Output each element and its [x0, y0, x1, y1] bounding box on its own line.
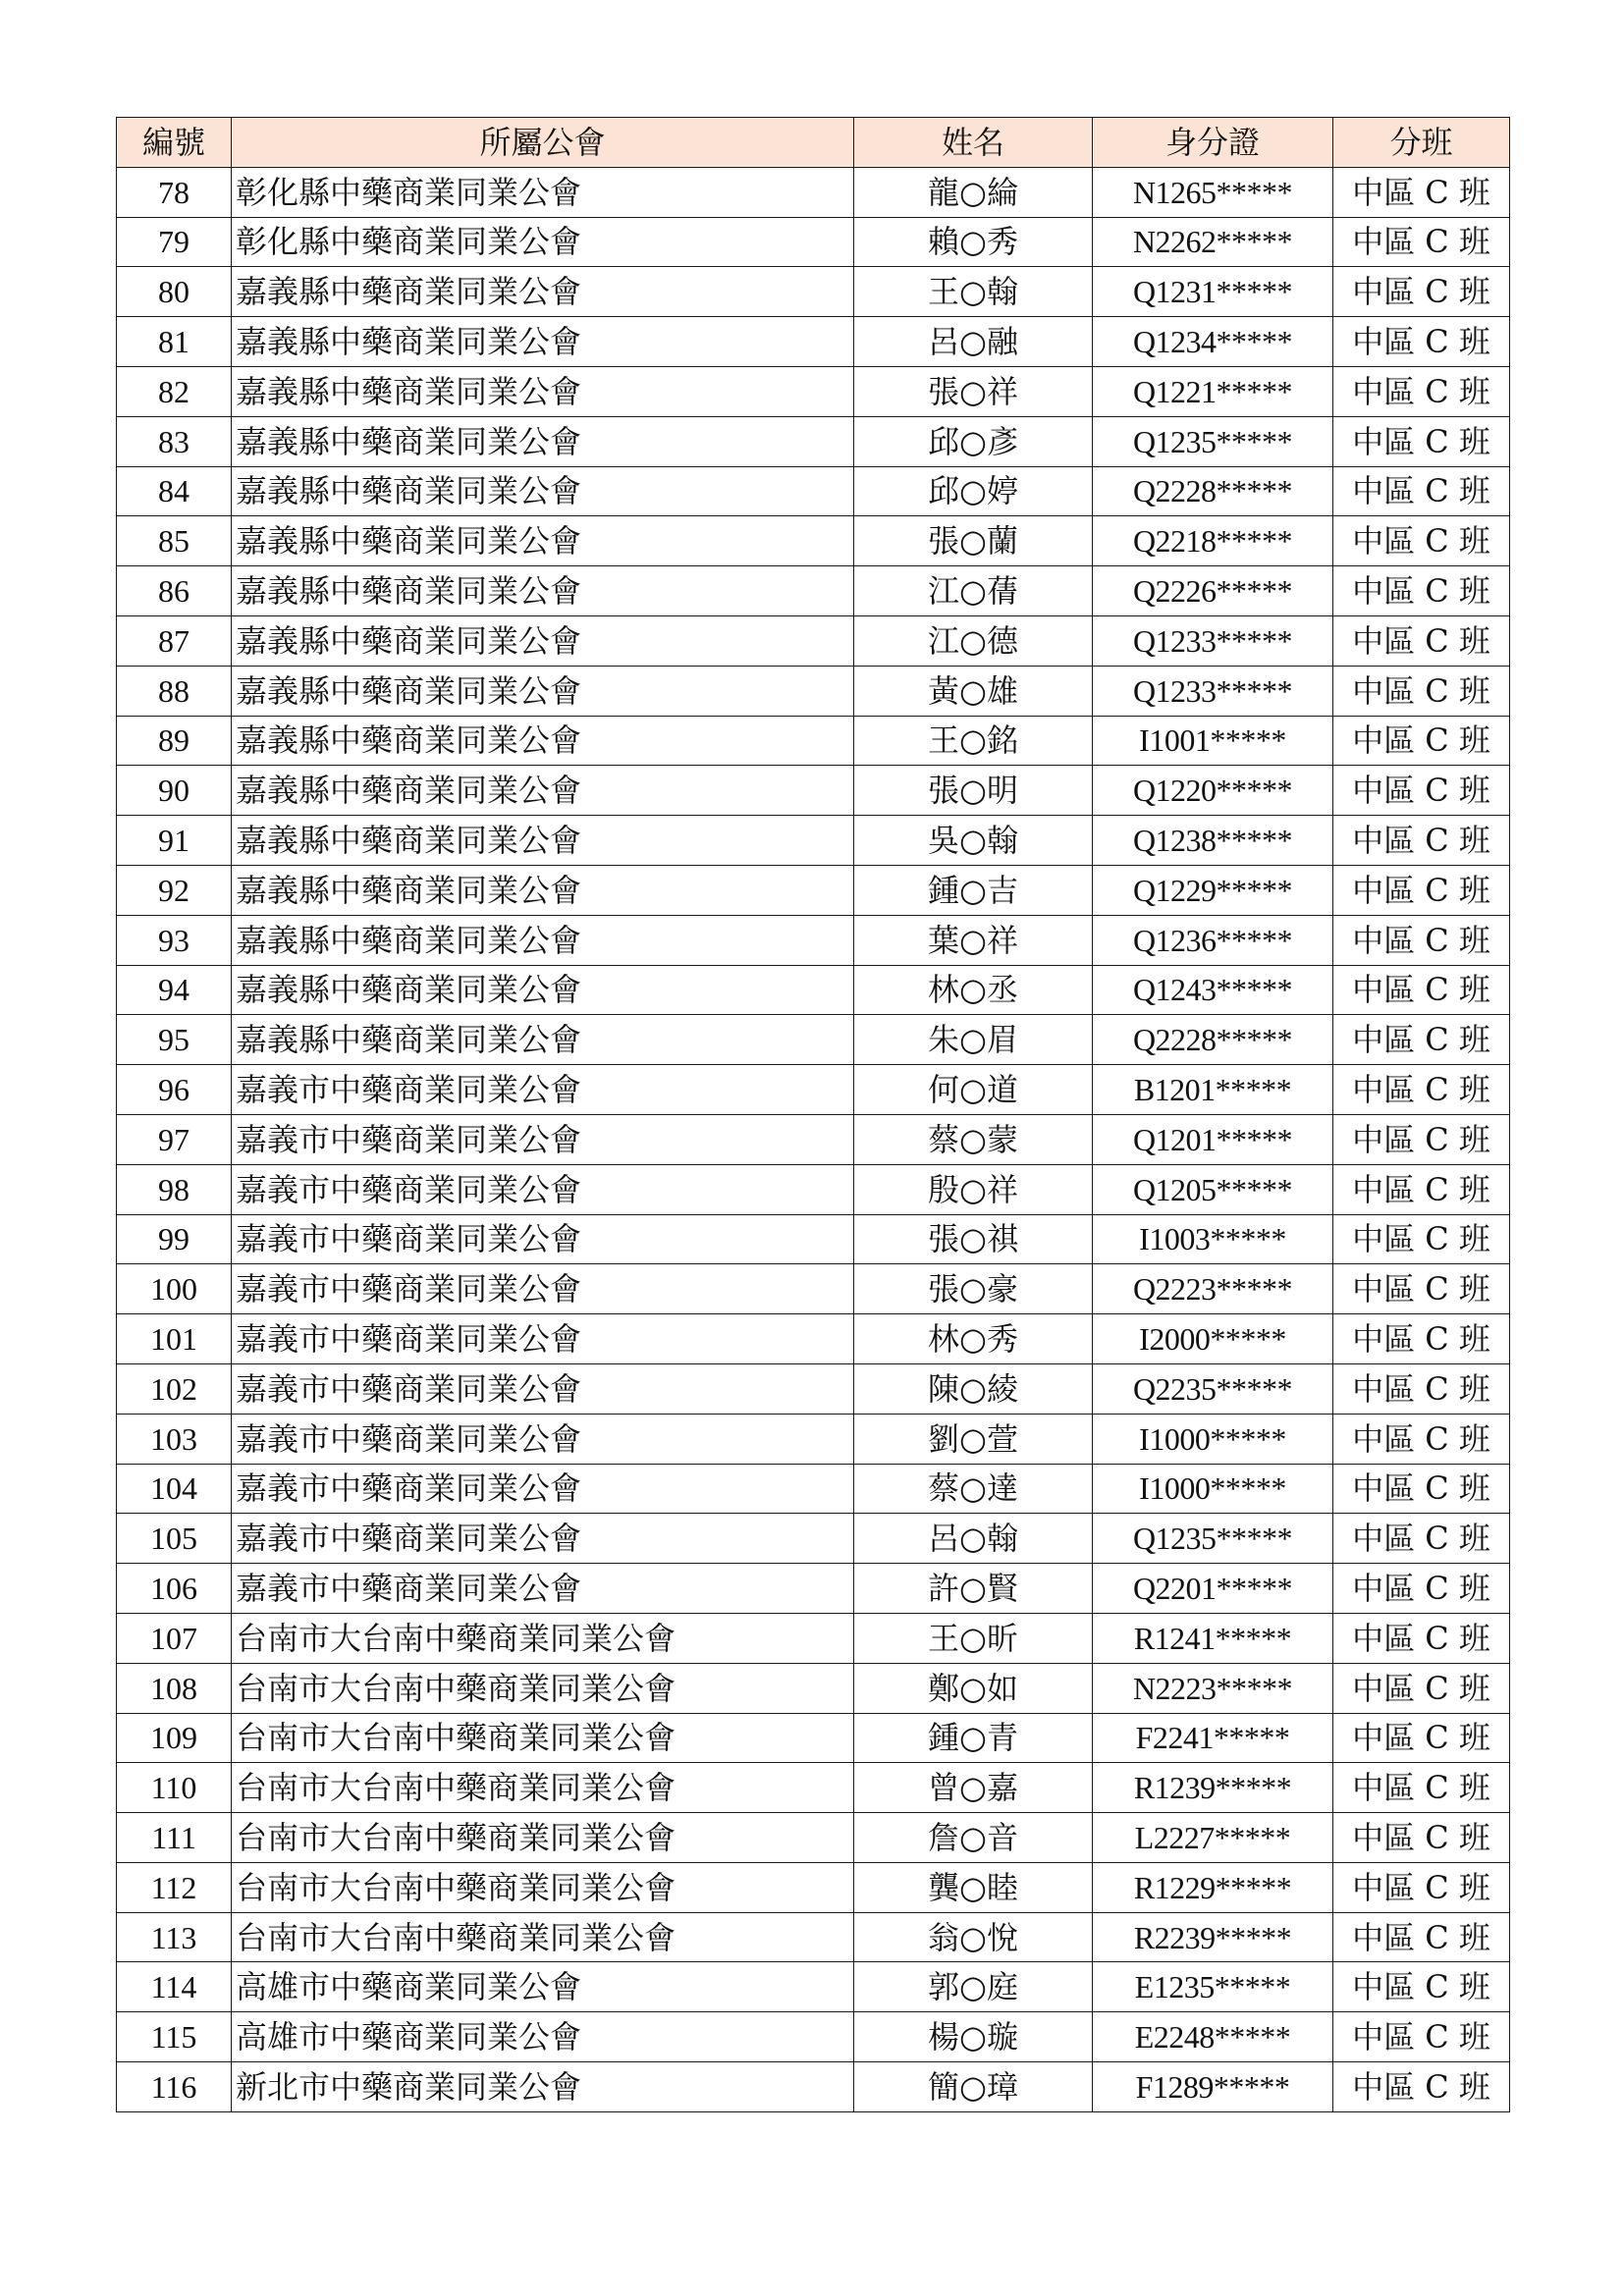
- cell-class: 中區 C 班: [1333, 1114, 1510, 1164]
- cell-class: 中區 C 班: [1333, 1663, 1510, 1713]
- cell-union: 嘉義縣中藥商業同業公會: [232, 366, 854, 416]
- cell-union: 台南市大台南中藥商業同業公會: [232, 1912, 854, 1962]
- cell-class: 中區 C 班: [1333, 1912, 1510, 1962]
- cell-id: I1001*****: [1093, 716, 1333, 766]
- cell-id: Q1235*****: [1093, 1514, 1333, 1564]
- cell-id: Q2223*****: [1093, 1264, 1333, 1314]
- cell-no: 98: [117, 1164, 232, 1214]
- cell-name: 蔡○蒙: [854, 1114, 1093, 1164]
- table-row: [117, 466, 1510, 516]
- cell-union: 嘉義縣中藥商業同業公會: [232, 766, 854, 816]
- cell-class: 中區 C 班: [1333, 1862, 1510, 1912]
- cell-union: 台南市大台南中藥商業同業公會: [232, 1763, 854, 1813]
- table-row: [117, 1114, 1510, 1164]
- cell-no: 104: [117, 1464, 232, 1514]
- cell-id: I2000*****: [1093, 1314, 1333, 1364]
- table-row: [117, 167, 1510, 217]
- table-row: [117, 366, 1510, 416]
- cell-no: 95: [117, 1015, 232, 1065]
- cell-name: 張○祺: [854, 1214, 1093, 1264]
- table-row: [117, 566, 1510, 616]
- cell-id: N2223*****: [1093, 1663, 1333, 1713]
- cell-union: 台南市大台南中藥商業同業公會: [232, 1713, 854, 1763]
- cell-union: 嘉義市中藥商業同業公會: [232, 1164, 854, 1214]
- cell-name: 翁○悅: [854, 1912, 1093, 1962]
- cell-union: 嘉義市中藥商業同業公會: [232, 1363, 854, 1414]
- cell-class: 中區 C 班: [1333, 1564, 1510, 1614]
- cell-id: Q1231*****: [1093, 267, 1333, 317]
- cell-class: 中區 C 班: [1333, 865, 1510, 915]
- cell-id: N1265*****: [1093, 167, 1333, 217]
- table-row: [117, 816, 1510, 866]
- cell-union: 嘉義縣中藥商業同業公會: [232, 816, 854, 866]
- cell-class: 中區 C 班: [1333, 267, 1510, 317]
- cell-union: 高雄市中藥商業同業公會: [232, 2012, 854, 2062]
- cell-class: 中區 C 班: [1333, 1813, 1510, 1863]
- cell-union: 嘉義縣中藥商業同業公會: [232, 416, 854, 466]
- cell-union: 嘉義縣中藥商業同業公會: [232, 965, 854, 1015]
- cell-no: 87: [117, 615, 232, 666]
- cell-union: 嘉義市中藥商業同業公會: [232, 1464, 854, 1514]
- cell-no: 92: [117, 865, 232, 915]
- cell-name: 龔○睦: [854, 1862, 1093, 1912]
- cell-no: 96: [117, 1065, 232, 1115]
- cell-class: 中區 C 班: [1333, 816, 1510, 866]
- table-row: [117, 1713, 1510, 1763]
- cell-no: 103: [117, 1414, 232, 1464]
- cell-no: 113: [117, 1912, 232, 1962]
- cell-id: R2239*****: [1093, 1912, 1333, 1962]
- cell-no: 99: [117, 1214, 232, 1264]
- cell-id: Q1243*****: [1093, 965, 1333, 1015]
- cell-id: Q1220*****: [1093, 766, 1333, 816]
- cell-id: R1241*****: [1093, 1613, 1333, 1663]
- cell-id: Q1235*****: [1093, 416, 1333, 466]
- cell-no: 85: [117, 516, 232, 566]
- cell-no: 81: [117, 317, 232, 367]
- cell-no: 116: [117, 2062, 232, 2112]
- table-row: [117, 1813, 1510, 1863]
- cell-union: 嘉義市中藥商業同業公會: [232, 1414, 854, 1464]
- cell-class: 中區 C 班: [1333, 466, 1510, 516]
- cell-name: 葉○祥: [854, 915, 1093, 965]
- cell-name: 江○蒨: [854, 566, 1093, 616]
- cell-id: Q2228*****: [1093, 1015, 1333, 1065]
- cell-class: 中區 C 班: [1333, 1015, 1510, 1065]
- cell-name: 賴○秀: [854, 217, 1093, 267]
- cell-no: 106: [117, 1564, 232, 1614]
- cell-class: 中區 C 班: [1333, 1414, 1510, 1464]
- cell-class: 中區 C 班: [1333, 915, 1510, 965]
- table-row: [117, 516, 1510, 566]
- cell-id: Q2201*****: [1093, 1564, 1333, 1614]
- table-row: [117, 217, 1510, 267]
- cell-no: 89: [117, 716, 232, 766]
- table-row: [117, 865, 1510, 915]
- cell-id: E2248*****: [1093, 2012, 1333, 2062]
- cell-no: 80: [117, 267, 232, 317]
- cell-union: 台南市大台南中藥商業同業公會: [232, 1613, 854, 1663]
- cell-class: 中區 C 班: [1333, 2062, 1510, 2112]
- cell-class: 中區 C 班: [1333, 317, 1510, 367]
- table-row: [117, 1264, 1510, 1314]
- cell-no: 88: [117, 666, 232, 716]
- cell-union: 嘉義縣中藥商業同業公會: [232, 317, 854, 367]
- cell-id: Q1233*****: [1093, 666, 1333, 716]
- cell-no: 84: [117, 466, 232, 516]
- table-row: [117, 1663, 1510, 1713]
- table-row: [117, 766, 1510, 816]
- cell-class: 中區 C 班: [1333, 965, 1510, 1015]
- cell-id: N2262*****: [1093, 217, 1333, 267]
- cell-name: 朱○眉: [854, 1015, 1093, 1065]
- cell-id: F1289*****: [1093, 2062, 1333, 2112]
- header-union: 所屬公會: [232, 118, 854, 168]
- cell-class: 中區 C 班: [1333, 1464, 1510, 1514]
- table-row: [117, 1015, 1510, 1065]
- table-row: [117, 1363, 1510, 1414]
- cell-name: 張○豪: [854, 1264, 1093, 1314]
- cell-class: 中區 C 班: [1333, 1713, 1510, 1763]
- table-row: [117, 1065, 1510, 1115]
- cell-no: 78: [117, 167, 232, 217]
- cell-no: 86: [117, 566, 232, 616]
- cell-name: 黃○雄: [854, 666, 1093, 716]
- table-row: [117, 1214, 1510, 1264]
- cell-class: 中區 C 班: [1333, 615, 1510, 666]
- table-row: [117, 317, 1510, 367]
- cell-no: 94: [117, 965, 232, 1015]
- table-row: [117, 416, 1510, 466]
- cell-class: 中區 C 班: [1333, 1314, 1510, 1364]
- cell-name: 邱○彥: [854, 416, 1093, 466]
- cell-name: 吳○翰: [854, 816, 1093, 866]
- cell-id: Q1205*****: [1093, 1164, 1333, 1214]
- table-row: [117, 965, 1510, 1015]
- cell-class: 中區 C 班: [1333, 416, 1510, 466]
- cell-union: 嘉義縣中藥商業同業公會: [232, 1015, 854, 1065]
- cell-name: 鍾○吉: [854, 865, 1093, 915]
- cell-no: 79: [117, 217, 232, 267]
- cell-name: 楊○璇: [854, 2012, 1093, 2062]
- cell-class: 中區 C 班: [1333, 666, 1510, 716]
- cell-name: 鄭○如: [854, 1663, 1093, 1713]
- cell-name: 許○賢: [854, 1564, 1093, 1614]
- cell-name: 呂○翰: [854, 1514, 1093, 1564]
- cell-name: 劉○萱: [854, 1414, 1093, 1464]
- cell-id: Q2218*****: [1093, 516, 1333, 566]
- cell-union: 新北市中藥商業同業公會: [232, 2062, 854, 2112]
- cell-class: 中區 C 班: [1333, 516, 1510, 566]
- table-row: [117, 1564, 1510, 1614]
- table-row: [117, 1613, 1510, 1663]
- cell-class: 中區 C 班: [1333, 1065, 1510, 1115]
- cell-class: 中區 C 班: [1333, 766, 1510, 816]
- cell-name: 王○銘: [854, 716, 1093, 766]
- table-row: [117, 1962, 1510, 2012]
- cell-name: 張○明: [854, 766, 1093, 816]
- cell-union: 嘉義縣中藥商業同業公會: [232, 566, 854, 616]
- cell-no: 111: [117, 1813, 232, 1863]
- cell-no: 100: [117, 1264, 232, 1314]
- cell-name: 王○昕: [854, 1613, 1093, 1663]
- header-id: 身分證: [1093, 118, 1333, 168]
- table-body: [117, 167, 1510, 2111]
- cell-no: 97: [117, 1114, 232, 1164]
- cell-union: 嘉義市中藥商業同業公會: [232, 1314, 854, 1364]
- cell-no: 108: [117, 1663, 232, 1713]
- table-row: [117, 1464, 1510, 1514]
- cell-class: 中區 C 班: [1333, 1514, 1510, 1564]
- cell-name: 江○德: [854, 615, 1093, 666]
- table-row: [117, 615, 1510, 666]
- cell-name: 陳○綾: [854, 1363, 1093, 1414]
- cell-id: E1235*****: [1093, 1962, 1333, 2012]
- cell-union: 嘉義縣中藥商業同業公會: [232, 666, 854, 716]
- header-name: 姓名: [854, 118, 1093, 168]
- cell-no: 101: [117, 1314, 232, 1364]
- table-row: [117, 2012, 1510, 2062]
- cell-id: B1201*****: [1093, 1065, 1333, 1115]
- cell-union: 嘉義縣中藥商業同業公會: [232, 915, 854, 965]
- table-row: [117, 2062, 1510, 2112]
- cell-union: 彰化縣中藥商業同業公會: [232, 217, 854, 267]
- cell-no: 109: [117, 1713, 232, 1763]
- cell-union: 嘉義縣中藥商業同業公會: [232, 865, 854, 915]
- table-row: [117, 716, 1510, 766]
- cell-class: 中區 C 班: [1333, 716, 1510, 766]
- cell-union: 嘉義縣中藥商業同業公會: [232, 716, 854, 766]
- cell-class: 中區 C 班: [1333, 1264, 1510, 1314]
- cell-class: 中區 C 班: [1333, 167, 1510, 217]
- cell-union: 嘉義市中藥商業同業公會: [232, 1114, 854, 1164]
- cell-union: 嘉義市中藥商業同業公會: [232, 1065, 854, 1115]
- table-row: [117, 1912, 1510, 1962]
- cell-class: 中區 C 班: [1333, 1164, 1510, 1214]
- table-row: [117, 267, 1510, 317]
- cell-id: Q1201*****: [1093, 1114, 1333, 1164]
- cell-union: 嘉義市中藥商業同業公會: [232, 1264, 854, 1314]
- cell-no: 107: [117, 1613, 232, 1663]
- cell-no: 114: [117, 1962, 232, 2012]
- cell-class: 中區 C 班: [1333, 217, 1510, 267]
- cell-name: 郭○庭: [854, 1962, 1093, 2012]
- cell-union: 彰化縣中藥商業同業公會: [232, 167, 854, 217]
- cell-name: 林○丞: [854, 965, 1093, 1015]
- cell-name: 何○道: [854, 1065, 1093, 1115]
- cell-id: Q1233*****: [1093, 615, 1333, 666]
- cell-no: 93: [117, 915, 232, 965]
- cell-name: 蔡○達: [854, 1464, 1093, 1514]
- cell-class: 中區 C 班: [1333, 1962, 1510, 2012]
- cell-union: 嘉義市中藥商業同業公會: [232, 1514, 854, 1564]
- cell-class: 中區 C 班: [1333, 1214, 1510, 1264]
- cell-no: 102: [117, 1363, 232, 1414]
- cell-union: 台南市大台南中藥商業同業公會: [232, 1813, 854, 1863]
- cell-no: 115: [117, 2012, 232, 2062]
- cell-class: 中區 C 班: [1333, 566, 1510, 616]
- cell-class: 中區 C 班: [1333, 2012, 1510, 2062]
- table-row: [117, 1314, 1510, 1364]
- cell-id: Q2226*****: [1093, 566, 1333, 616]
- cell-id: I1000*****: [1093, 1464, 1333, 1514]
- cell-name: 鍾○青: [854, 1713, 1093, 1763]
- cell-union: 台南市大台南中藥商業同業公會: [232, 1862, 854, 1912]
- cell-id: R1239*****: [1093, 1763, 1333, 1813]
- cell-union: 嘉義縣中藥商業同業公會: [232, 466, 854, 516]
- roster-table: [116, 117, 1510, 2112]
- table-row: [117, 1763, 1510, 1813]
- cell-class: 中區 C 班: [1333, 1613, 1510, 1663]
- cell-union: 高雄市中藥商業同業公會: [232, 1962, 854, 2012]
- table-row: [117, 1862, 1510, 1912]
- cell-no: 110: [117, 1763, 232, 1813]
- table-row: [117, 666, 1510, 716]
- cell-no: 105: [117, 1514, 232, 1564]
- cell-id: L2227*****: [1093, 1813, 1333, 1863]
- cell-id: R1229*****: [1093, 1862, 1333, 1912]
- cell-id: Q1236*****: [1093, 915, 1333, 965]
- cell-union: 嘉義縣中藥商業同業公會: [232, 615, 854, 666]
- cell-id: F2241*****: [1093, 1713, 1333, 1763]
- cell-name: 邱○婷: [854, 466, 1093, 516]
- cell-no: 82: [117, 366, 232, 416]
- cell-no: 91: [117, 816, 232, 866]
- cell-name: 曾○嘉: [854, 1763, 1093, 1813]
- cell-name: 簡○璋: [854, 2062, 1093, 2112]
- cell-id: Q2235*****: [1093, 1363, 1333, 1414]
- table-header-row: [117, 118, 1510, 168]
- cell-no: 90: [117, 766, 232, 816]
- cell-union: 台南市大台南中藥商業同業公會: [232, 1663, 854, 1713]
- cell-name: 龍○綸: [854, 167, 1093, 217]
- cell-id: Q1234*****: [1093, 317, 1333, 367]
- cell-id: Q1229*****: [1093, 865, 1333, 915]
- cell-no: 112: [117, 1862, 232, 1912]
- cell-class: 中區 C 班: [1333, 1763, 1510, 1813]
- cell-name: 張○蘭: [854, 516, 1093, 566]
- cell-id: Q1238*****: [1093, 816, 1333, 866]
- table-row: [117, 1514, 1510, 1564]
- header-class: 分班: [1333, 118, 1510, 168]
- cell-name: 殷○祥: [854, 1164, 1093, 1214]
- cell-name: 詹○音: [854, 1813, 1093, 1863]
- cell-name: 張○祥: [854, 366, 1093, 416]
- cell-union: 嘉義縣中藥商業同業公會: [232, 267, 854, 317]
- cell-id: I1000*****: [1093, 1414, 1333, 1464]
- cell-union: 嘉義市中藥商業同業公會: [232, 1214, 854, 1264]
- cell-union: 嘉義市中藥商業同業公會: [232, 1564, 854, 1614]
- table-row: [117, 1164, 1510, 1214]
- cell-name: 林○秀: [854, 1314, 1093, 1364]
- header-no: 編號: [117, 118, 232, 168]
- cell-id: Q1221*****: [1093, 366, 1333, 416]
- cell-union: 嘉義縣中藥商業同業公會: [232, 516, 854, 566]
- cell-name: 呂○融: [854, 317, 1093, 367]
- cell-id: I1003*****: [1093, 1214, 1333, 1264]
- cell-id: Q2228*****: [1093, 466, 1333, 516]
- cell-name: 王○翰: [854, 267, 1093, 317]
- cell-no: 83: [117, 416, 232, 466]
- table-row: [117, 915, 1510, 965]
- table-row: [117, 1414, 1510, 1464]
- cell-class: 中區 C 班: [1333, 366, 1510, 416]
- cell-class: 中區 C 班: [1333, 1363, 1510, 1414]
